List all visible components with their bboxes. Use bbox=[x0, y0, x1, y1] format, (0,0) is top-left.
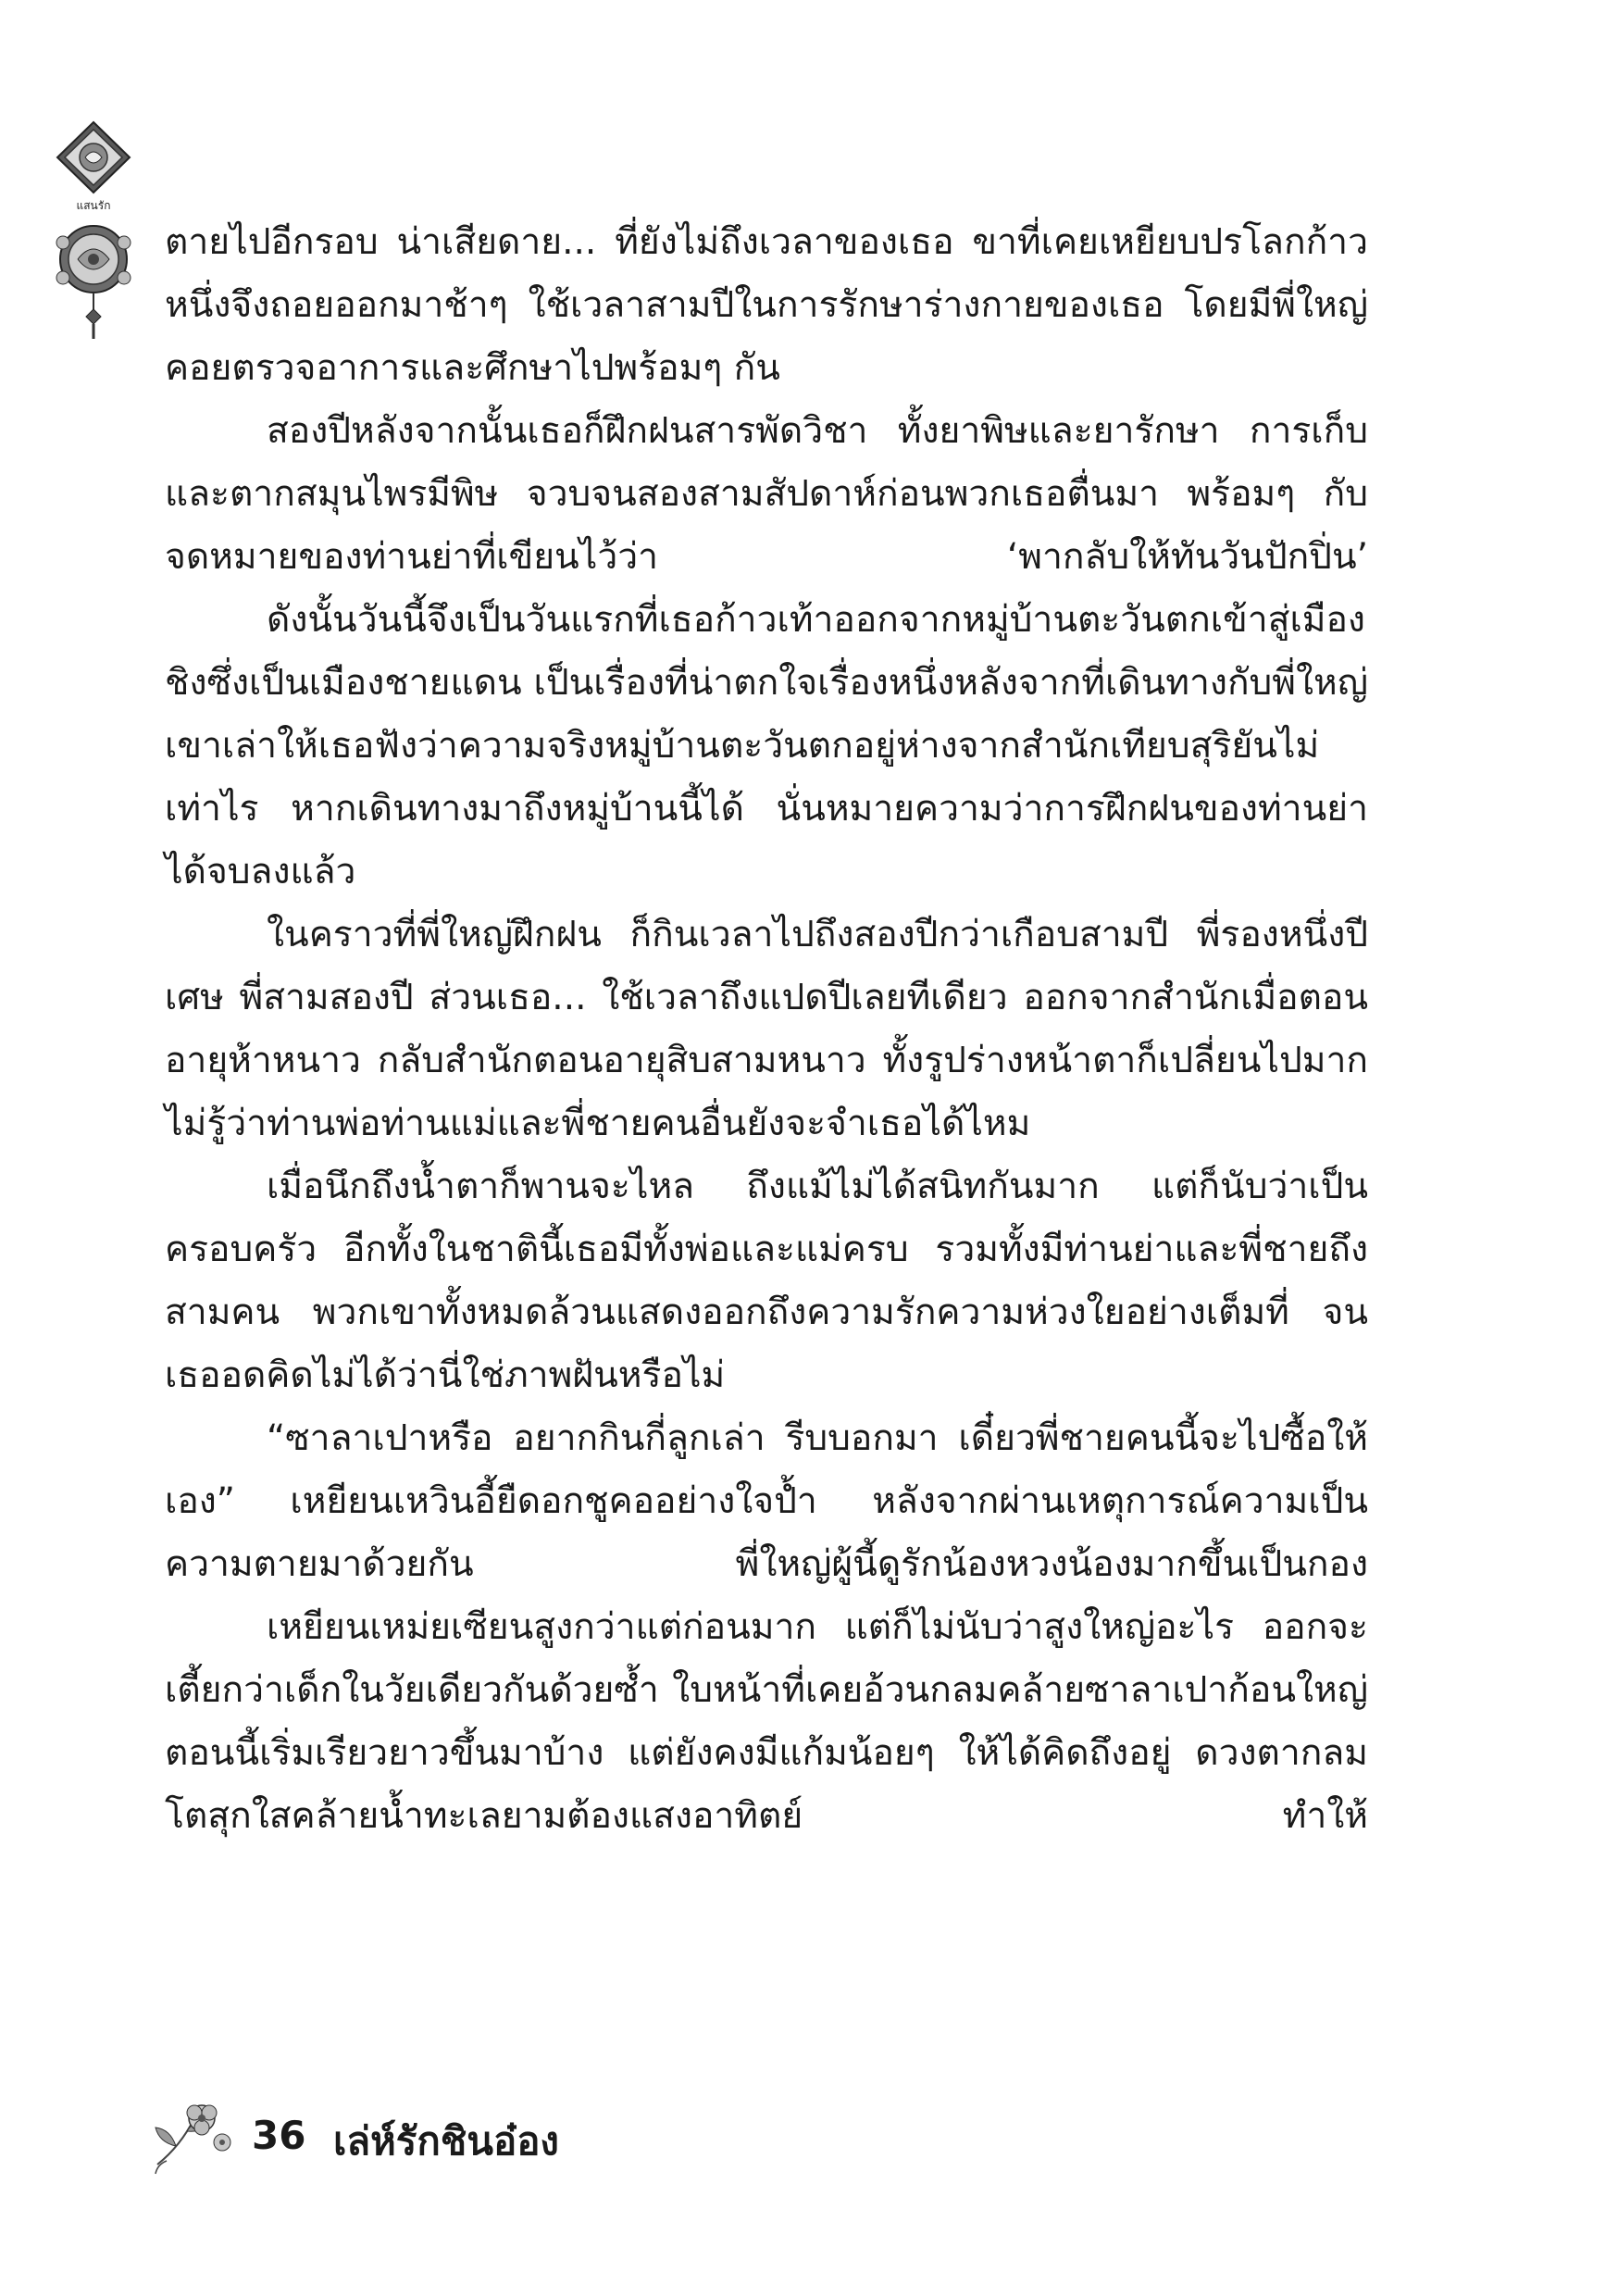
page-number: 36 bbox=[252, 2113, 306, 2158]
flower-icon bbox=[148, 2090, 241, 2183]
paragraph: เหยียนเหม่ยเซียนสูงกว่าแต่ก่อนมาก แต่ก็ไม่นับว่าสูงใหญ่อะไร ออกจะเตี้ยกว่าเด็กในวัยเดียวกันด้วยซ้ำ ใบหน้าที่เคยอ้วนกลมคล้ายซาลาเปาก้อนใหญ่ ตอนนี้เริ่มเรียวยาวขึ้นมาบ้าง แต่ยังคงมีแก้มน้อยๆ ให้ได้คิดถึงอยู่ ดวงตากลมโตสุกใสคล้ายน้ำทะเลยามต้องแสงอาทิตย์ ทำให้ bbox=[165, 1606, 1368, 1837]
paragraph: ดังนั้นวันนี้จึงเป็นวันแรกที่เธอก้าวเท้าออกจากหมู่บ้านตะวันตกเข้าสู่เมืองชิงซึ่งเป็นเมืองชายแดน เป็นเรื่องที่น่าตกใจเรื่องหนึ่งหลังจากที่เดินทางกับพี่ใหญ่ เขาเล่าให้เธอฟังว่าความจริงหมู่บ้านตะวันตกอยู่ห่างจากสำนักเทียบสุริยันไม่เท่าไร หากเดินทางมาถึงหมู่บ้านนี้ได้ นั่นหมายความว่าการฝึกฝนของท่านย่าได้จบลงแล้ว bbox=[165, 599, 1368, 892]
book-title: เล่ห์รักชินอ๋อง bbox=[333, 2118, 559, 2164]
paragraph: “ซาลาเปาหรือ อยากกินกี่ลูกเล่า รีบบอกมา เดี๋ยวพี่ชายคนนี้จะไปซื้อให้เอง” เหยียนเหวินอี้ยืดอกชูคออย่างใจป้ำ หลังจากผ่านเหตุการณ์ความเป็นความตายมาด้วยกัน พี่ใหญ่ผู้นี้ดูรักน้องหวงน้องมากขึ้นเป็นกอง bbox=[165, 1417, 1368, 1585]
paragraph: สองปีหลังจากนั้นเธอก็ฝึกฝนสารพัดวิชา ทั้งยาพิษและยารักษา การเก็บและตากสมุนไพรมีพิษ จวบจนสองสามสัปดาห์ก่อนพวกเธอตื่นมา พร้อมๆ กับจดหมายของท่านย่าที่เขียนไว้ว่า ‘พากลับให้ทันวันปักปิ่น’ bbox=[165, 410, 1368, 578]
body-text bbox=[165, 211, 1368, 1848]
dragon-ornament-icon bbox=[52, 120, 135, 343]
paragraph: ตายไปอีกรอบ น่าเสียดาย... ที่ยังไม่ถึงเวลาของเธอ ขาที่เคยเหยียบปรโลกก้าวหนึ่งจึงถอยออกมาช้าๆ ใช้เวลาสามปีในการรักษาร่างกายของเธอ โดยมีพี่ใหญ่คอยตรวจอาการและศึกษาไปพร้อมๆ กัน bbox=[165, 221, 1368, 389]
svg-text:แสนรัก: แสนรัก bbox=[76, 199, 111, 212]
paragraph: ในคราวที่พี่ใหญ่ฝึกฝน ก็กินเวลาไปถึงสองปีกว่าเกือบสามปี พี่รองหนึ่งปีเศษ พี่สามสองปี ส่วนเธอ... ใช้เวลาถึงแปดปีเลยทีเดียว ออกจากสำนักเมื่อตอนอายุห้าหนาว กลับสำนักตอนอายุสิบสามหนาว ทั้งรูปร่างหน้าตาก็เปลี่ยนไปมาก ไม่รู้ว่าท่านพ่อท่านแม่และพี่ชายคนอื่นยังจะจำเธอได้ไหม bbox=[165, 914, 1368, 1144]
paragraph: เมื่อนึกถึงน้ำตาก็พานจะไหล ถึงแม้ไม่ได้สนิทกันมาก แต่ก็นับว่าเป็นครอบครัว อีกทั้งในชาตินี้เธอมีทั้งพ่อและแม่ครบ รวมทั้งมีท่านย่าและพี่ชายถึงสามคน พวกเขาทั้งหมดล้วนแสดงออกถึงความรักความห่วงใยอย่างเต็มที่ จนเธออดคิดไม่ได้ว่านี่ใช่ภาพฝันหรือไม่ bbox=[165, 1166, 1368, 1396]
page-footer bbox=[148, 2090, 796, 2183]
